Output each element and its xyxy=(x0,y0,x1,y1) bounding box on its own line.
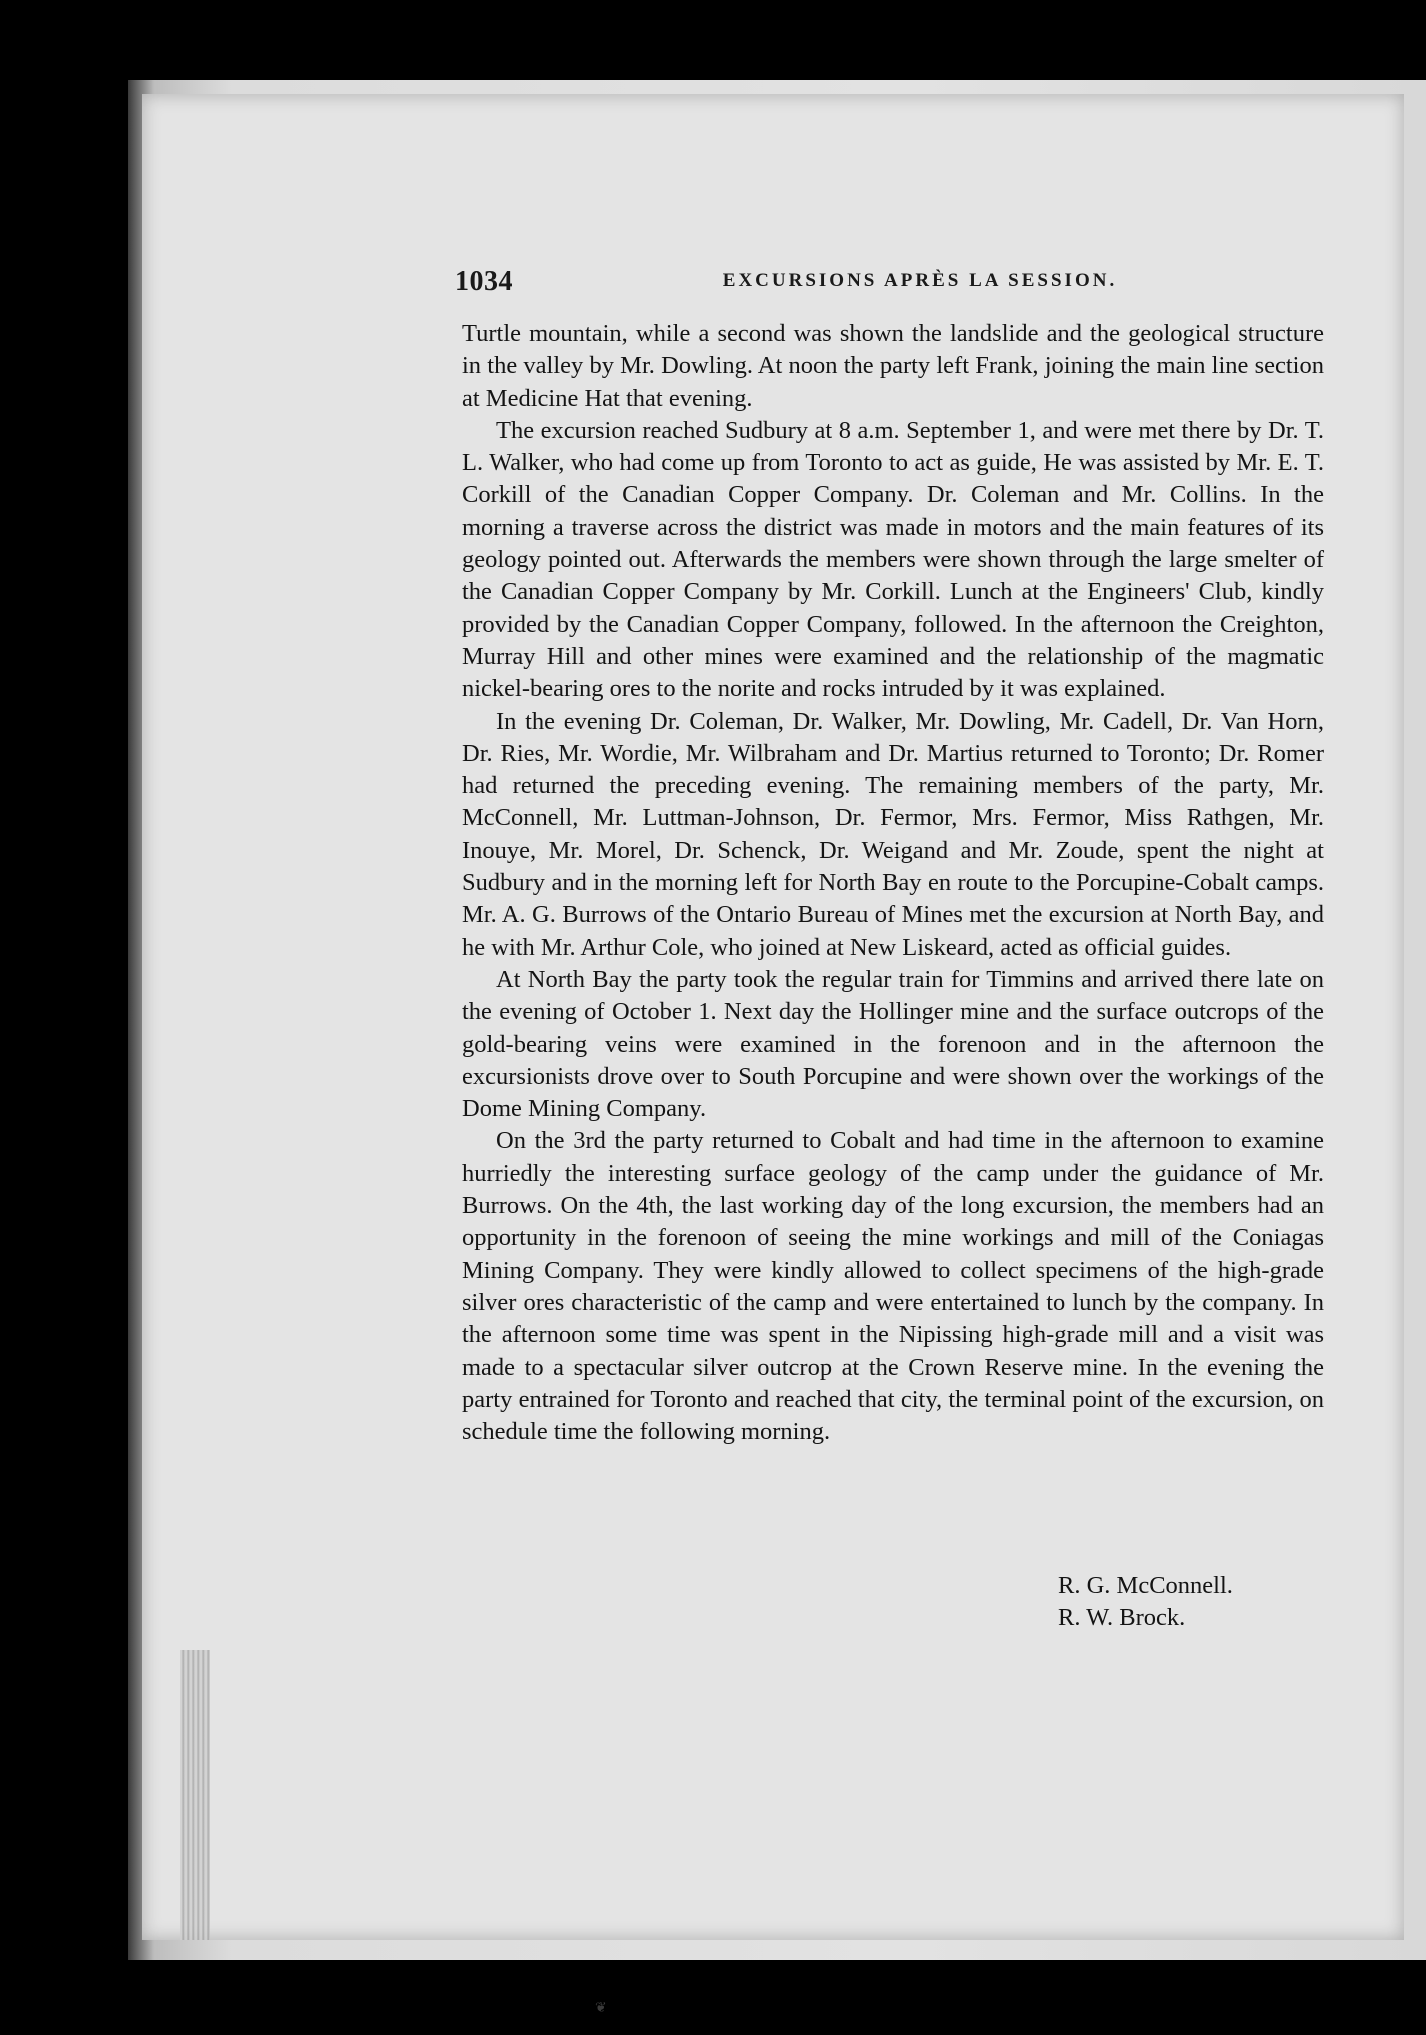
running-title: EXCURSIONS APRÈS LA SESSION. xyxy=(722,270,1118,291)
body-text xyxy=(462,318,1324,1448)
signature-brock: R. W. Brock. xyxy=(1058,1604,1186,1632)
running-head xyxy=(455,266,1385,300)
paragraph: On the 3rd the party returned to Cobalt and had time in the afternoon to examine hurriedly the interesting surface geology of the camp under the guidance of Mr. Burrows. On the 4th, the last working day of the long excursion, the members had an opportunity in the forenoon of seeing the mine workings and mill of the Coniagas Mining Company. They were kindly allowed to collect specimens of the high-grade silver ores characteristic of the camp and were entertained to lunch by the company. In the afternoon some time was spent in the Nipissing high-grade mill and a visit was made to a spectacular silver outcrop at the Crown Reserve mine. In the evening the party entrained for Toronto and reached that city, the terminal point of the excursion, on schedule time the following morning. xyxy=(462,1127,1324,1446)
signature-mcconnell: R. G. McConnell. xyxy=(1058,1572,1233,1599)
paragraph: The excursion reached Sudbury at 8 a.m. September 1, and were met there by Dr. T. L. Walker, who had come up from Toronto to act as guide, He was assisted by Mr. E. T. Corkill of the Canadian Copper Company. Dr. Coleman and Mr. Collins. In the morning a traverse across the district was made in motors and the main features of its geology pointed out. Afterwards the members were shown through the large smelter of the Canadian Copper Company by Mr. Corkill. Lunch at the Engineers' Club, kindly provided by the Canadian Copper Company, followed. In the afternoon the Creighton, Murray Hill and other mines were examined and the relationship of the magmatic nickel-bearing ores to the norite and rocks intruded by it was explained. xyxy=(462,416,1324,703)
page-edges xyxy=(180,1650,210,1940)
paragraph: At North Bay the party took the regular train for Timmins and arrived there late on the evening of October 1. Next day the Hollinger mine and the surface outcrops of the gold-bearing veins were examined in the forenoon and in the afternoon the excursionists drove over to South Porcupine and were shown over the workings of the Dome Mining Company. xyxy=(462,965,1324,1123)
scan-mark-icon: ❦ xyxy=(595,2000,607,2016)
signatures xyxy=(1058,1570,1378,1635)
paragraph: Turtle mountain, while a second was shown the landslide and the geological structure in the valley by Mr. Dowling. At noon the party left Frank, joining the main line section at Medicine Hat that evening. xyxy=(462,320,1324,412)
paragraph: In the evening Dr. Coleman, Dr. Walker, Mr. Dowling, Mr. Cadell, Dr. Van Horn, Dr. Ries, Mr. Wordie, Mr. Wilbraham and Dr. Martius returned to Toronto; Dr. Romer had returned the preceding evening. The remaining members of the party, Mr. McConnell, Mr. Luttman-Johnson, Dr. Fermor, Mrs. Fermor, Miss Rathgen, Mr. Inouye, Mr. Morel, Dr. Schenck, Dr. Weigand and Mr. Zoude, spent the night at Sudbury and in the morning left for North Bay en route to the Porcupine-Cobalt camps. Mr. A. G. Burrows of the Ontario Bureau of Mines met the excursion at North Bay, and he with Mr. Arthur Cole, who joined at New Liskeard, acted as official guides. xyxy=(462,707,1324,961)
page-number: 1034 xyxy=(455,266,513,297)
